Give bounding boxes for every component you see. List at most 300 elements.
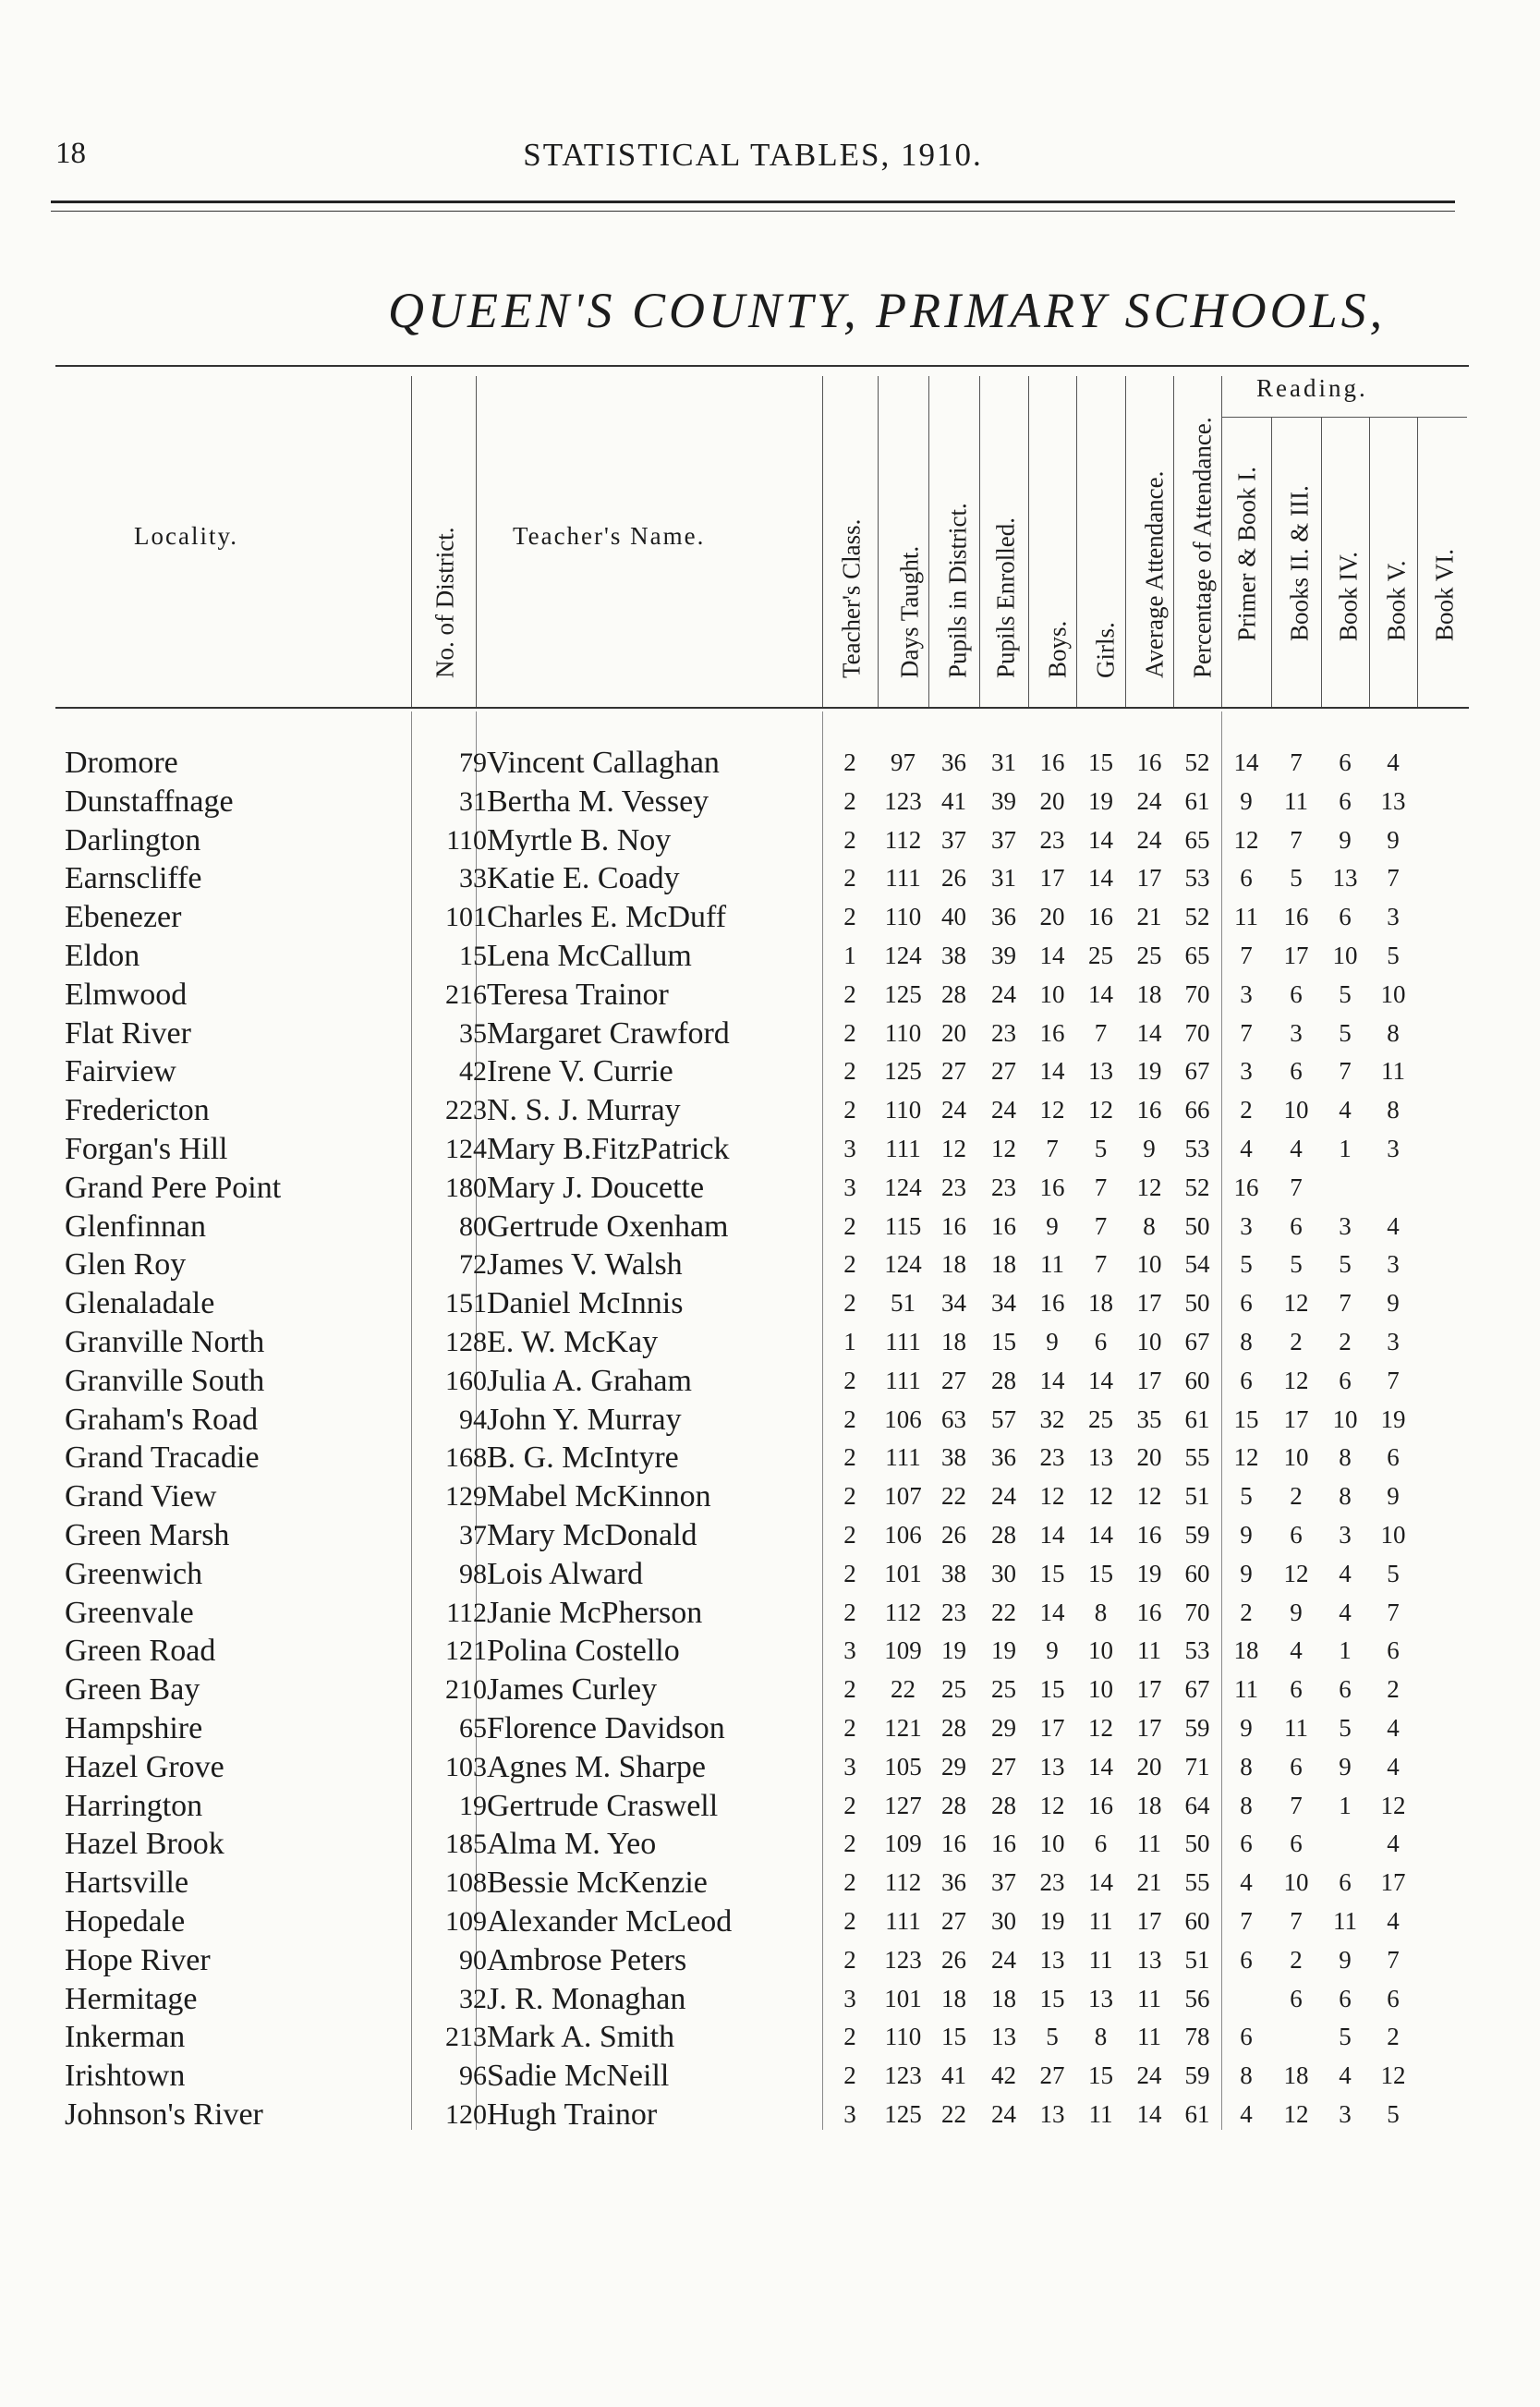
cell-pct: 53 (1184, 864, 1210, 893)
cell-pct: 50 (1184, 1830, 1210, 1858)
cell-boys: 9 (1046, 1327, 1059, 1355)
running-title: STATISTICAL TABLES, 1910. (523, 137, 983, 173)
cell-girls: 12 (1088, 1096, 1113, 1124)
cell-avg: 21 (1136, 903, 1162, 931)
cell-girls: 7 (1094, 1250, 1108, 1279)
cell-teacher: Mabel McKinnon (487, 1479, 711, 1514)
cell-in-district: 28 (941, 979, 966, 1008)
cell-book5: 4 (1387, 1906, 1400, 1935)
cell-avg: 24 (1136, 2061, 1162, 2090)
cell-district: 124 (445, 1133, 487, 1164)
cell-book23: 7 (1290, 825, 1303, 854)
cell-book4: 4 (1339, 1096, 1352, 1124)
cell-district: 129 (445, 1481, 487, 1513)
cell-book1: 3 (1240, 1057, 1253, 1086)
cell-district: 98 (459, 1558, 487, 1589)
cell-days: 110 (884, 1018, 922, 1047)
cell-days: 127 (884, 1791, 922, 1819)
cell-in-district: 26 (941, 864, 966, 893)
cell-pct: 65 (1184, 825, 1210, 854)
table-row (55, 1941, 1469, 1980)
cell-enrolled: 30 (991, 1906, 1016, 1935)
cell-days: 121 (884, 1713, 922, 1742)
cell-class: 2 (843, 1791, 856, 1819)
table-row (55, 1903, 1469, 1941)
cell-boys: 13 (1039, 1752, 1065, 1781)
cell-enrolled: 27 (991, 1057, 1016, 1086)
cell-avg: 17 (1136, 1906, 1162, 1935)
cell-book4: 1 (1339, 1134, 1352, 1162)
header-girls: Girls. (1091, 622, 1120, 678)
cell-girls: 16 (1088, 903, 1113, 931)
cell-teacher: Vincent Callaghan (487, 746, 720, 780)
cell-book23: 6 (1290, 1675, 1303, 1704)
cell-locality: Hazel Brook (65, 1827, 224, 1862)
cell-girls: 14 (1088, 1752, 1113, 1781)
cell-enrolled: 24 (991, 1096, 1016, 1124)
cell-book5: 19 (1380, 1404, 1406, 1433)
header-teacher: Teacher's Name. (513, 522, 706, 550)
cell-book1: 7 (1240, 1906, 1253, 1935)
col-rule (928, 376, 929, 707)
cell-boys: 19 (1039, 1906, 1065, 1935)
cell-girls: 18 (1088, 1289, 1113, 1318)
cell-book23: 7 (1290, 1173, 1303, 1201)
cell-avg: 16 (1136, 748, 1162, 776)
cell-girls: 8 (1094, 1598, 1108, 1626)
cell-enrolled: 13 (991, 2023, 1016, 2051)
cell-pct: 71 (1184, 1752, 1210, 1781)
cell-girls: 6 (1094, 1830, 1108, 1858)
cell-days: 110 (884, 2023, 922, 2051)
cell-class: 2 (843, 1250, 856, 1279)
cell-avg: 10 (1136, 1250, 1162, 1279)
cell-class: 2 (843, 1289, 856, 1318)
cell-in-district: 63 (941, 1404, 966, 1433)
cell-boys: 12 (1039, 1482, 1065, 1511)
table-row (55, 1748, 1469, 1787)
cell-district: 94 (459, 1404, 487, 1435)
table-row (55, 1130, 1469, 1169)
cell-book5: 3 (1387, 1250, 1400, 1279)
cell-class: 2 (843, 1211, 856, 1240)
cell-avg: 11 (1137, 1636, 1161, 1665)
cell-book1: 8 (1240, 2061, 1253, 2090)
cell-days: 109 (884, 1830, 922, 1858)
cell-enrolled: 27 (991, 1752, 1016, 1781)
cell-book1: 6 (1240, 1830, 1253, 1858)
table-row (55, 1362, 1469, 1401)
header-enrolled: Pupils Enrolled. (991, 517, 1020, 678)
cell-in-district: 24 (941, 1096, 966, 1124)
cell-teacher: N. S. J. Murray (487, 1093, 681, 1128)
cell-days: 112 (884, 1598, 922, 1626)
table-row (55, 1169, 1469, 1208)
cell-teacher: Teresa Trainor (487, 977, 669, 1012)
cell-pct: 54 (1184, 1250, 1210, 1279)
cell-avg: 17 (1136, 1675, 1162, 1704)
cell-book5: 4 (1387, 1752, 1400, 1781)
cell-book1: 18 (1233, 1636, 1259, 1665)
cell-district: 213 (445, 2022, 487, 2053)
cell-book1: 7 (1240, 1018, 1253, 1047)
cell-teacher: Alma M. Yeo (487, 1827, 657, 1862)
cell-days: 123 (884, 786, 922, 815)
cell-days: 125 (884, 1057, 922, 1086)
table-row (55, 898, 1469, 937)
cell-enrolled: 18 (991, 1984, 1016, 2012)
cell-boys: 5 (1046, 2023, 1059, 2051)
cell-book1: 16 (1233, 1173, 1259, 1201)
cell-days: 124 (884, 941, 922, 969)
cell-days: 111 (885, 864, 921, 893)
cell-book5: 2 (1387, 1675, 1400, 1704)
section-title: QUEEN'S COUNTY, PRIMARY SCHOOLS, (388, 283, 1387, 338)
cell-book23: 7 (1290, 1791, 1303, 1819)
cell-class: 2 (843, 825, 856, 854)
cell-teacher: Irene V. Currie (487, 1054, 673, 1089)
cell-enrolled: 24 (991, 2099, 1016, 2128)
cell-book23: 12 (1283, 1289, 1309, 1318)
cell-locality: Ebenezer (65, 900, 182, 935)
cell-in-district: 23 (941, 1173, 966, 1201)
cell-enrolled: 36 (991, 1443, 1016, 1472)
cell-boys: 16 (1039, 1289, 1065, 1318)
cell-girls: 14 (1088, 1366, 1113, 1394)
cell-district: 72 (459, 1249, 487, 1281)
cell-book4: 11 (1333, 1906, 1357, 1935)
cell-book5: 8 (1387, 1096, 1400, 1124)
header-class: Teacher's Class. (837, 518, 866, 678)
cell-enrolled: 24 (991, 1482, 1016, 1511)
header-book4: Book IV. (1334, 551, 1363, 641)
cell-days: 111 (885, 1443, 921, 1472)
cell-teacher: James Curley (487, 1672, 658, 1708)
cell-days: 97 (891, 748, 916, 776)
cell-book4: 3 (1339, 1211, 1352, 1240)
cell-book4: 7 (1339, 1289, 1352, 1318)
cell-enrolled: 36 (991, 903, 1016, 931)
cell-book4: 3 (1339, 2099, 1352, 2128)
cell-teacher: Mary J. Doucette (487, 1170, 705, 1205)
cell-teacher: Julia A. Graham (487, 1363, 692, 1398)
cell-book1: 4 (1240, 1868, 1253, 1897)
cell-class: 2 (843, 1713, 856, 1742)
cell-book23: 12 (1283, 2099, 1309, 2128)
cell-locality: Darlington (65, 822, 201, 857)
cell-in-district: 41 (941, 2061, 966, 2090)
cell-pct: 67 (1184, 1057, 1210, 1086)
cell-book1: 6 (1240, 2023, 1253, 2051)
cell-enrolled: 28 (991, 1520, 1016, 1549)
cell-book1: 6 (1240, 1366, 1253, 1394)
cell-in-district: 38 (941, 1559, 966, 1587)
cell-girls: 14 (1088, 1868, 1113, 1897)
cell-in-district: 23 (941, 1598, 966, 1626)
cell-book5: 9 (1387, 1482, 1400, 1511)
cell-locality: Graham's Road (65, 1402, 259, 1437)
cell-girls: 7 (1094, 1018, 1108, 1047)
cell-book5: 4 (1387, 1211, 1400, 1240)
cell-book4: 4 (1339, 1559, 1352, 1587)
cell-girls: 14 (1088, 825, 1113, 854)
cell-locality: Green Bay (65, 1672, 200, 1708)
cell-boys: 27 (1039, 2061, 1065, 2090)
cell-book5: 7 (1387, 864, 1400, 893)
cell-class: 2 (843, 1559, 856, 1587)
cell-book23: 2 (1290, 1945, 1303, 1974)
cell-locality: Dromore (65, 746, 178, 780)
cell-district: 128 (445, 1326, 487, 1357)
cell-book5: 6 (1387, 1984, 1400, 2012)
cell-teacher: Charles E. McDuff (487, 900, 727, 935)
header-book6: Book VI. (1430, 548, 1459, 641)
cell-teacher: Mary McDonald (487, 1517, 697, 1552)
cell-girls: 10 (1088, 1636, 1113, 1665)
cell-pct: 53 (1184, 1134, 1210, 1162)
cell-enrolled: 31 (991, 864, 1016, 893)
cell-pct: 60 (1184, 1366, 1210, 1394)
cell-girls: 12 (1088, 1482, 1113, 1511)
cell-class: 2 (843, 1675, 856, 1704)
cell-locality: Green Marsh (65, 1517, 230, 1552)
cell-book5: 12 (1380, 2061, 1406, 2090)
table-row (55, 1555, 1469, 1594)
cell-in-district: 16 (941, 1211, 966, 1240)
cell-days: 51 (891, 1289, 916, 1318)
table-header-bottom-rule (55, 707, 1469, 709)
cell-book1: 9 (1240, 1559, 1253, 1587)
cell-enrolled: 42 (991, 2061, 1016, 2090)
cell-locality: Glenaladale (65, 1286, 215, 1321)
cell-girls: 14 (1088, 864, 1113, 893)
cell-locality: Earnscliffe (65, 861, 202, 896)
cell-enrolled: 37 (991, 1868, 1016, 1897)
cell-avg: 19 (1136, 1057, 1162, 1086)
col-rule (979, 376, 980, 707)
cell-book1: 4 (1240, 2099, 1253, 2128)
cell-enrolled: 30 (991, 1559, 1016, 1587)
cell-district: 101 (445, 902, 487, 933)
cell-district: 160 (445, 1365, 487, 1396)
cell-teacher: Hugh Trainor (487, 2097, 658, 2132)
table-row (55, 937, 1469, 976)
cell-girls: 13 (1088, 1443, 1113, 1472)
cell-class: 2 (843, 2023, 856, 2051)
header-district: No. of District. (430, 527, 459, 678)
running-head (51, 137, 1455, 174)
cell-days: 106 (884, 1520, 922, 1549)
cell-book5: 4 (1387, 748, 1400, 776)
cell-book1: 8 (1240, 1327, 1253, 1355)
cell-class: 2 (843, 1520, 856, 1549)
cell-teacher: Gertrude Craswell (487, 1788, 719, 1823)
cell-avg: 8 (1143, 1211, 1156, 1240)
cell-avg: 24 (1136, 786, 1162, 815)
cell-girls: 8 (1094, 2023, 1108, 2051)
cell-pct: 61 (1184, 786, 1210, 815)
header-boys: Boys. (1043, 620, 1072, 678)
cell-book4: 6 (1339, 1675, 1352, 1704)
cell-class: 2 (843, 903, 856, 931)
cell-girls: 16 (1088, 1791, 1113, 1819)
cell-book5: 2 (1387, 2023, 1400, 2051)
cell-girls: 10 (1088, 1675, 1113, 1704)
cell-book5: 3 (1387, 903, 1400, 931)
cell-teacher: Gertrude Oxenham (487, 1209, 729, 1244)
cell-book1: 5 (1240, 1250, 1253, 1279)
table-row (55, 2096, 1469, 2134)
cell-boys: 14 (1039, 1598, 1065, 1626)
cell-boys: 9 (1046, 1211, 1059, 1240)
cell-locality: Hermitage (65, 1981, 198, 2016)
cell-avg: 11 (1137, 1830, 1161, 1858)
cell-teacher: Margaret Crawford (487, 1015, 730, 1051)
cell-district: 19 (459, 1790, 487, 1821)
cell-book1: 3 (1240, 979, 1253, 1008)
header-days: Days Taught. (895, 545, 924, 678)
cell-enrolled: 24 (991, 979, 1016, 1008)
cell-class: 2 (843, 1598, 856, 1626)
cell-teacher: J. R. Monaghan (487, 1981, 686, 2016)
header-reading: Reading. (1256, 374, 1368, 402)
cell-district: 180 (445, 1172, 487, 1203)
cell-pct: 70 (1184, 979, 1210, 1008)
table-row (55, 1015, 1469, 1053)
cell-in-district: 26 (941, 1945, 966, 1974)
header-book5: Book V. (1382, 560, 1411, 641)
table-row (55, 1246, 1469, 1284)
cell-avg: 14 (1136, 2099, 1162, 2128)
cell-days: 105 (884, 1752, 922, 1781)
cell-locality: Irishtown (65, 2059, 186, 2094)
cell-teacher: Polina Costello (487, 1634, 680, 1669)
cell-enrolled: 34 (991, 1289, 1016, 1318)
cell-district: 223 (445, 1095, 487, 1126)
cell-class: 2 (843, 1018, 856, 1047)
cell-in-district: 18 (941, 1327, 966, 1355)
cell-book1: 7 (1240, 941, 1253, 969)
cell-avg: 19 (1136, 1559, 1162, 1587)
cell-teacher: Ambrose Peters (487, 1942, 687, 1977)
cell-district: 120 (445, 2098, 487, 2130)
cell-pct: 67 (1184, 1675, 1210, 1704)
cell-boys: 16 (1039, 1018, 1065, 1047)
table-row (55, 1323, 1469, 1362)
cell-book5: 5 (1387, 2099, 1400, 2128)
cell-book23: 7 (1290, 1906, 1303, 1935)
cell-book1: 6 (1240, 1945, 1253, 1974)
cell-in-district: 38 (941, 941, 966, 969)
table-top-rule (55, 365, 1469, 367)
table-row (55, 821, 1469, 860)
cell-avg: 16 (1136, 1096, 1162, 1124)
cell-book23: 6 (1290, 1984, 1303, 2012)
cell-in-district: 22 (941, 2099, 966, 2128)
cell-book5: 13 (1380, 786, 1406, 815)
cell-in-district: 18 (941, 1984, 966, 2012)
cell-class: 2 (843, 786, 856, 815)
cell-pct: 78 (1184, 2023, 1210, 2051)
cell-in-district: 27 (941, 1906, 966, 1935)
cell-days: 101 (884, 1984, 922, 2012)
cell-boys: 7 (1046, 1134, 1059, 1162)
cell-avg: 17 (1136, 1366, 1162, 1394)
cell-book5: 6 (1387, 1636, 1400, 1665)
cell-boys: 17 (1039, 864, 1065, 893)
cell-days: 125 (884, 979, 922, 1008)
cell-days: 112 (884, 825, 922, 854)
cell-locality: Granville North (65, 1324, 265, 1359)
cell-teacher: Agnes M. Sharpe (487, 1749, 707, 1784)
cell-book4: 6 (1339, 1984, 1352, 2012)
cell-in-district: 18 (941, 1250, 966, 1279)
cell-boys: 13 (1039, 1945, 1065, 1974)
cell-in-district: 29 (941, 1752, 966, 1781)
cell-book23: 12 (1283, 1366, 1309, 1394)
header-book1: Primer & Book I. (1232, 467, 1261, 641)
cell-boys: 23 (1039, 1443, 1065, 1472)
cell-district: 37 (459, 1519, 487, 1550)
cell-enrolled: 29 (991, 1713, 1016, 1742)
cell-district: 35 (459, 1017, 487, 1049)
cell-class: 2 (843, 1830, 856, 1858)
cell-class: 2 (843, 1482, 856, 1511)
cell-locality: Eldon (65, 938, 140, 973)
cell-enrolled: 39 (991, 941, 1016, 969)
cell-girls: 19 (1088, 786, 1113, 815)
cell-girls: 11 (1088, 1906, 1113, 1935)
cell-teacher: James V. Walsh (487, 1247, 683, 1283)
cell-girls: 11 (1088, 1945, 1113, 1974)
cell-in-district: 25 (941, 1675, 966, 1704)
cell-avg: 17 (1136, 1713, 1162, 1742)
cell-in-district: 16 (941, 1830, 966, 1858)
col-rule (1221, 376, 1222, 707)
cell-pct: 51 (1184, 1482, 1210, 1511)
cell-days: 22 (891, 1675, 916, 1704)
cell-book23: 5 (1290, 1250, 1303, 1279)
cell-book23: 11 (1284, 786, 1308, 815)
cell-book5: 4 (1387, 1713, 1400, 1742)
cell-in-district: 34 (941, 1289, 966, 1318)
cell-book5: 7 (1387, 1598, 1400, 1626)
cell-girls: 11 (1088, 2099, 1113, 2128)
cell-book23: 11 (1284, 1713, 1308, 1742)
table-row (55, 1401, 1469, 1440)
cell-book4: 1 (1339, 1791, 1352, 1819)
cell-book23: 9 (1290, 1598, 1303, 1626)
header-avg: Average Attendance. (1140, 470, 1169, 678)
cell-pct: 51 (1184, 1945, 1210, 1974)
cell-pct: 70 (1184, 1598, 1210, 1626)
table-row (55, 1632, 1469, 1671)
cell-girls: 15 (1088, 748, 1113, 776)
cell-boys: 15 (1039, 1984, 1065, 2012)
table-row (55, 1208, 1469, 1246)
cell-teacher: Bessie McKenzie (487, 1866, 708, 1901)
cell-district: 79 (459, 748, 487, 778)
col-rule (1076, 376, 1077, 707)
cell-district: 31 (459, 785, 487, 817)
cell-book1: 9 (1240, 786, 1253, 815)
cell-avg: 17 (1136, 864, 1162, 893)
cell-in-district: 38 (941, 1443, 966, 1472)
cell-in-district: 22 (941, 1482, 966, 1511)
cell-book1: 15 (1233, 1404, 1259, 1433)
cell-book5: 8 (1387, 1018, 1400, 1047)
cell-class: 2 (843, 1945, 856, 1974)
